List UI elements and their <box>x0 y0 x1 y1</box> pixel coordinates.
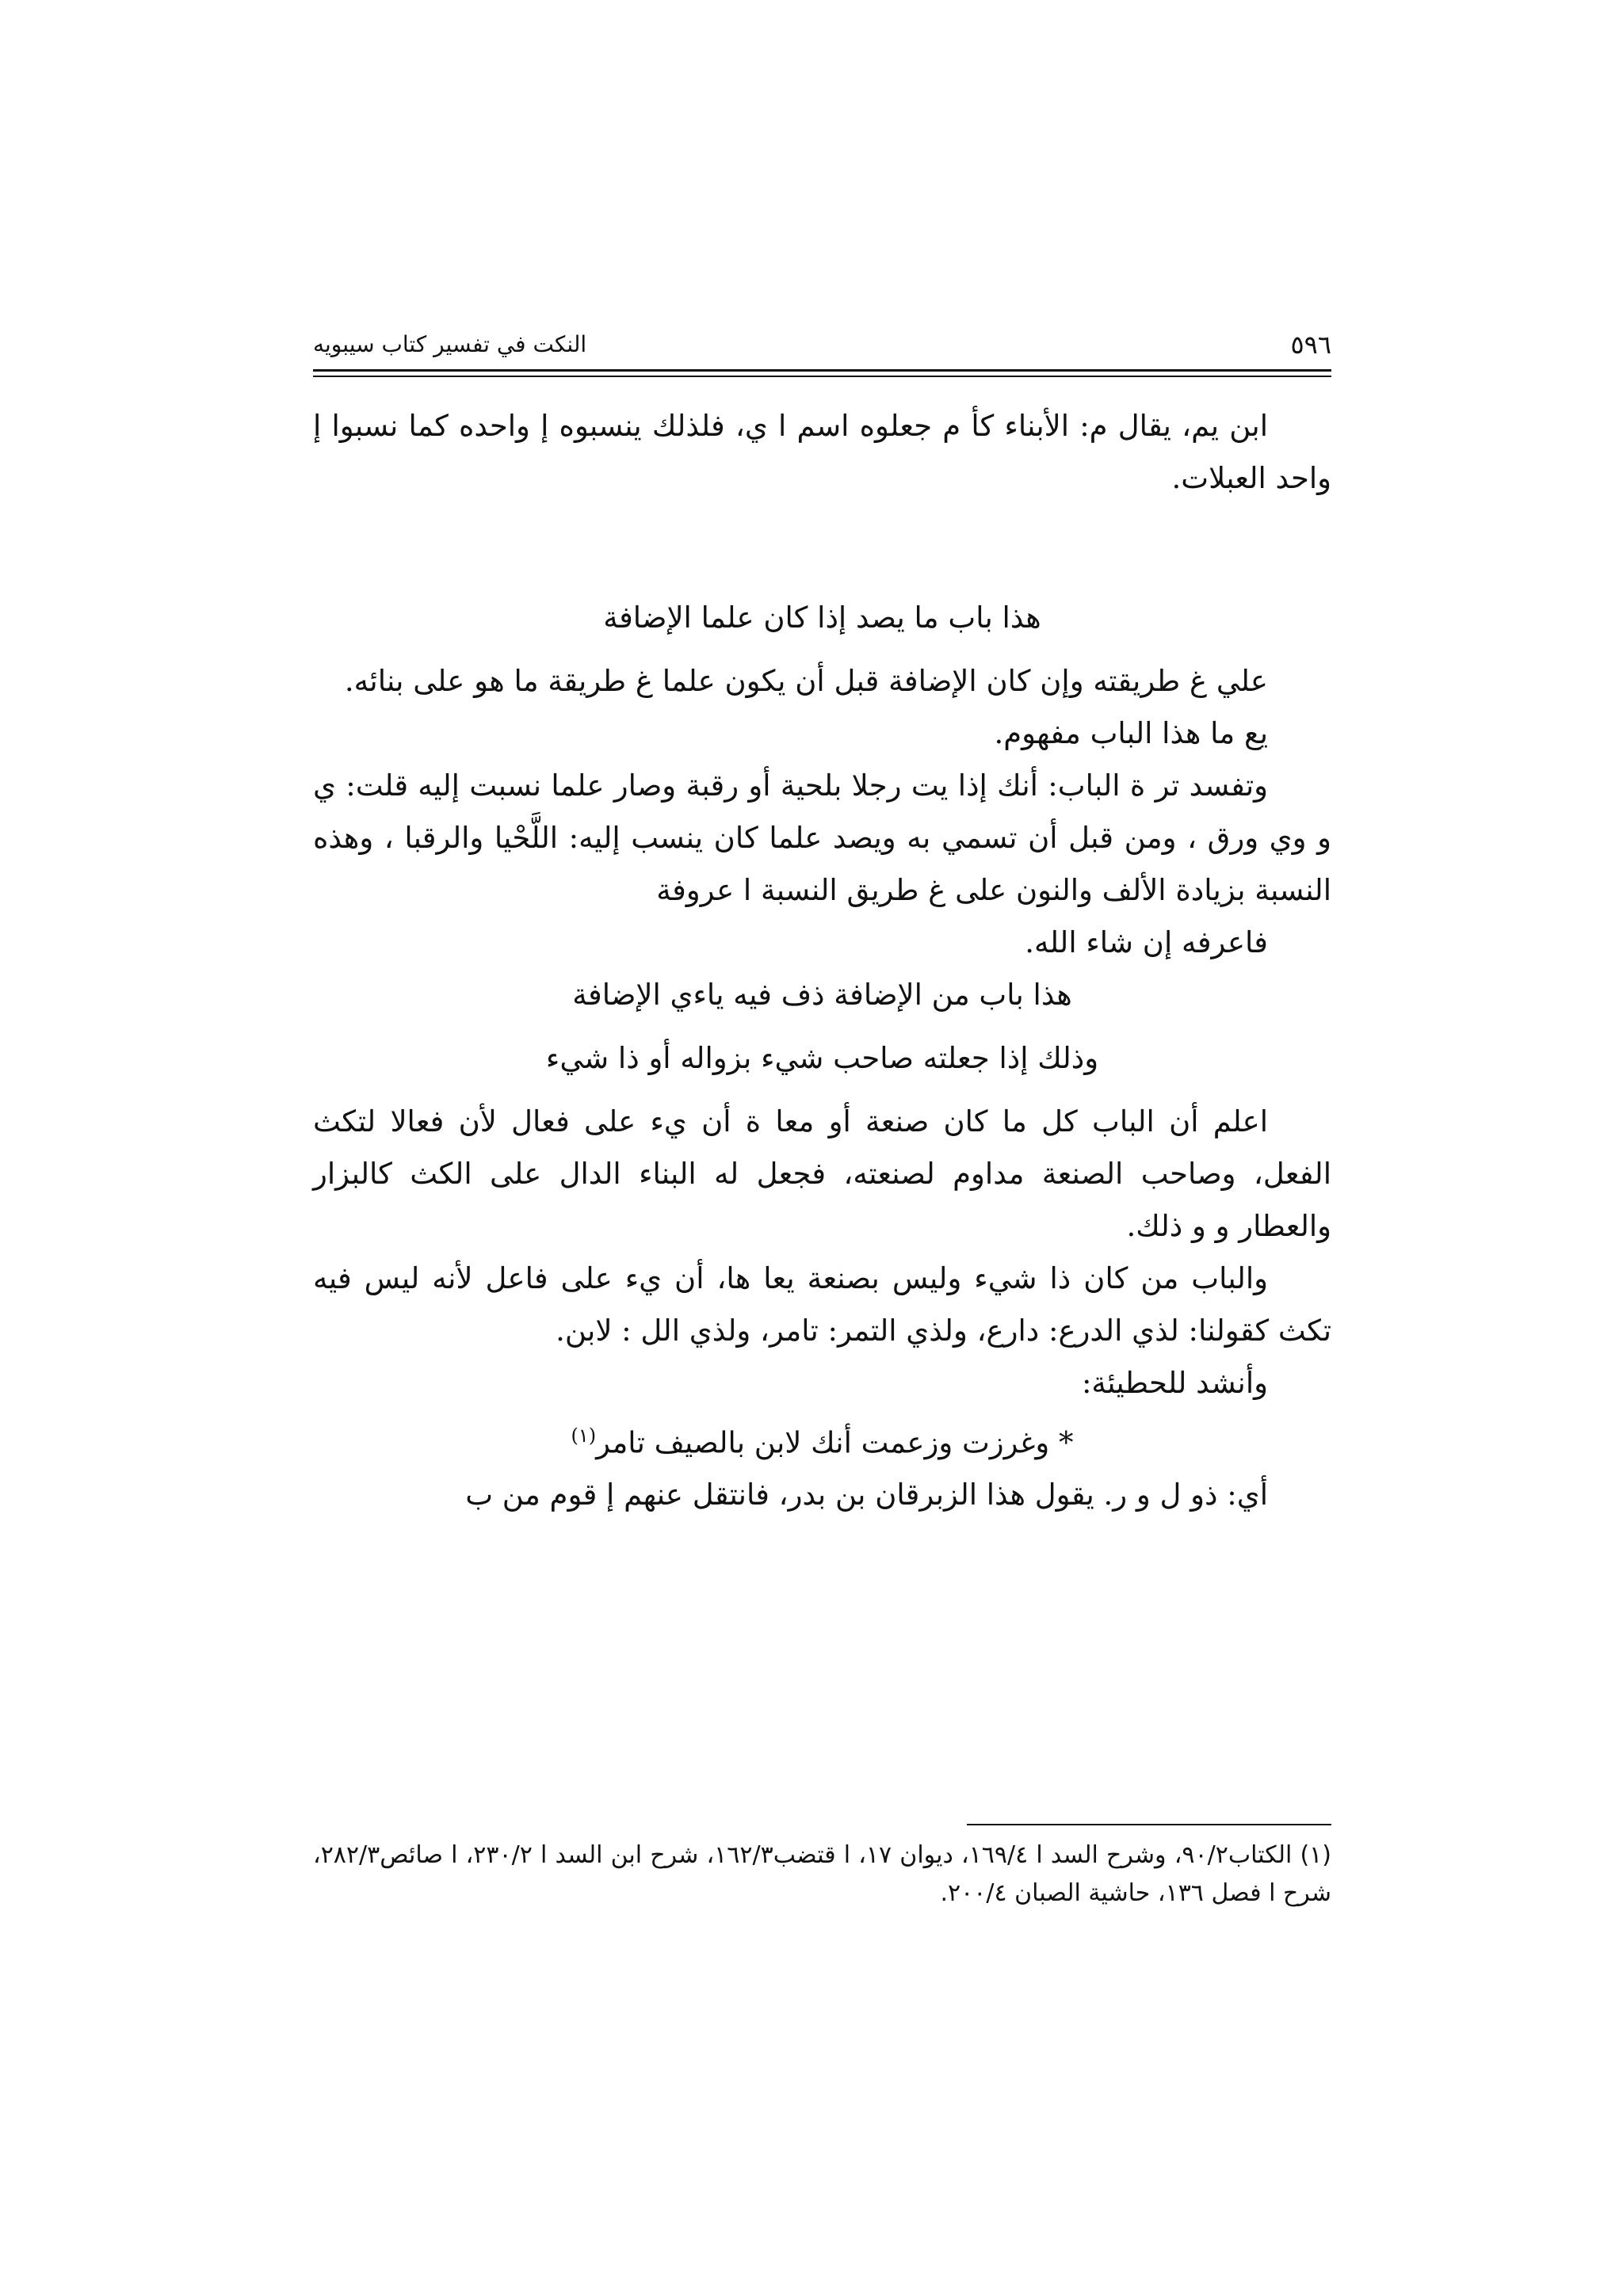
paragraph: والباب من كان ذا شيء وليس بصنعة يعا ها، أن يء على فاعل لأنه ليس فيه تكث كقولنا: لذي الدرع: دارع، ولذي التمر: تامر، ولذي الل : لابن. <box>313 1261 1331 1348</box>
paragraph: ابن يم، يقال م: الأبناء كأ م جعلوه اسم ا ي، فلذلك ينسبوه إ واحده كما نسبوا إ واحد العبلات. <box>313 409 1331 495</box>
paragraph: أي: ذو ل و ر. يقول هذا الزبرقان بن بدر، فانتقل عنهم إ قوم من ب <box>465 1478 1268 1512</box>
footnote-marker: (١) <box>571 1425 597 1447</box>
paragraph: يع ما هذا الباب مفهوم. <box>994 716 1268 750</box>
section-heading: هذا باب من الإضافة ذف فيه ياءي الإضافة <box>572 978 1072 1012</box>
running-header <box>313 323 1331 366</box>
poetry-verse <box>313 1409 1331 1469</box>
verse-text: * وغرزت وزعمت أنك لابن بالصيف تامر <box>596 1425 1074 1460</box>
section-subheading: وذلك إذا جعلته صاحب شيء بزواله أو ذا شيء <box>545 1041 1099 1075</box>
book-title: النكت في تفسير كتاب سيبويه <box>313 331 587 357</box>
paragraph: فاعرفه إن شاء الله. <box>1025 925 1268 959</box>
page-number: ٥٩٦ <box>1290 330 1331 360</box>
paragraph: وتفسد تر ة الباب: أنك إذا يت رجلا بلحية أو رقبة وصار علما نسبت إليه قلت: ي و وي ورق ، ومن قبل أن تسمي به ويصد علما كان ينسب إليه: اللَّحْيا والرقبا ، وهذه النسبة بزيادة الألف والنون على غ طريق النسبة ا عروفة <box>313 769 1331 907</box>
main-text <box>313 400 1331 1521</box>
footnote <box>313 1836 1331 1913</box>
header-rule-secondary <box>313 376 1331 377</box>
paragraph: وأنشد للحطيئة: <box>1081 1366 1268 1400</box>
paragraph: علي غ طريقته وإن كان الإضافة قبل أن يكون علما غ طريقة ما هو على بنائه. <box>344 664 1268 698</box>
footnote-rule <box>967 1824 1331 1825</box>
header-rule <box>313 369 1331 372</box>
section-heading: هذا باب ما يصد إذا كان علما الإضافة <box>603 601 1041 635</box>
footnote-text: (١) الكتاب٩٠/٢، وشرح السد ا ١٦٩/٤، ديوان ١٧، ا قتضب١٦٢/٣، شرح ابن السد ا ٢٣٠/٢، ا صائص٢٨٢/٣، شرح ا فصل ١٣٦، حاشية الصبان ٢٠٠/٤. <box>313 1841 1331 1907</box>
paragraph: اعلم أن الباب كل ما كان صنعة أو معا ة أن يء على فعال لأن فعالا لتكث الفعل، وصاحب الصنعة مداوم لصنعته، فجعل له البناء الدال على الكث كالبزار والعطار و و ذلك. <box>313 1104 1331 1243</box>
